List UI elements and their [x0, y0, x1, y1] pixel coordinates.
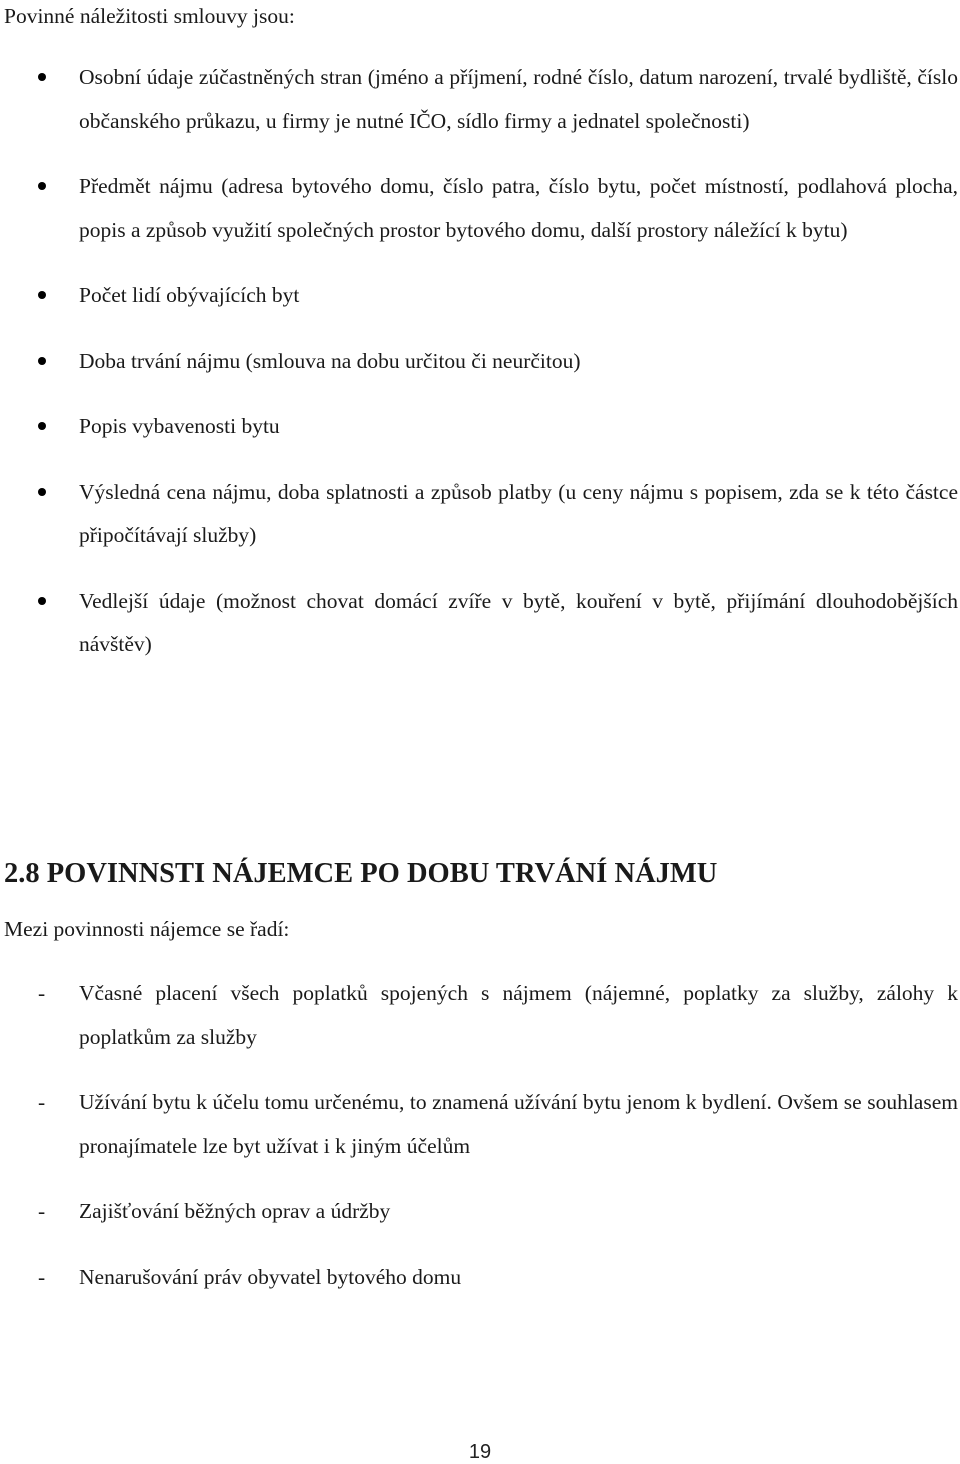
list-item-text: Počet lidí obývajících byt	[79, 283, 300, 307]
list-item-text: Nenarušování práv obyvatel bytového domu	[79, 1264, 462, 1289]
dash-marker: -	[38, 1264, 46, 1289]
list-item	[0, 471, 960, 558]
list-item-text: Doba trvání nájmu (smlouva na dobu určitou či neurčitou)	[79, 348, 581, 373]
list-item	[0, 56, 960, 143]
bullet-icon	[38, 291, 46, 299]
bullet-icon	[38, 182, 46, 190]
list-item-text: Osobní údaje zúčastněných stran (jméno a příjmení, rodné číslo, datum narození, trvalé bydliště, číslo občanského průkazu, u firmy je nutné IČO, sídlo firmy a jednatel společnosti)	[79, 65, 958, 133]
section-heading: 2.8 POVINNSTI NÁJEMCE PO DOBU TRVÁNÍ NÁJMU	[4, 858, 718, 889]
dash-marker: -	[38, 1199, 46, 1223]
obligations-list	[0, 972, 960, 1321]
list-item	[0, 405, 960, 449]
dash-marker: -	[38, 1090, 46, 1114]
list-item-text: Vedlejší údaje (možnost chovat domácí zvíře v bytě, kouření v bytě, přijímání dlouhodobějších návštěv)	[79, 588, 958, 656]
list-item-text: Zajišťování běžných oprav a údržby	[79, 1199, 391, 1223]
list-item-text: Předmět nájmu (adresa bytového domu, číslo patra, číslo bytu, počet místností, podlahová plocha, popis a způsob využití společných prostor bytového domu, další prostory náležící k bytu)	[79, 174, 958, 242]
list-item-text: Popis vybavenosti bytu	[79, 414, 280, 438]
bullet-icon	[38, 597, 46, 605]
bullet-icon	[38, 488, 46, 496]
list-item	[0, 1256, 960, 1300]
bullet-icon	[38, 422, 46, 430]
list-item-text: Výsledná cena nájmu, doba splatnosti a způsob platby (u ceny nájmu s popisem, zda se k této částce připočítávají služby)	[79, 479, 958, 547]
requirements-list	[0, 56, 960, 689]
list-item	[0, 1190, 960, 1234]
dash-marker: -	[38, 981, 46, 1005]
list-item-text: Včasné placení všech poplatků spojených s nájmem (nájemné, poplatky za služby, zálohy k poplatkům za služby	[79, 981, 958, 1049]
list-item	[0, 165, 960, 252]
section-intro: Mezi povinnosti nájemce se řadí:	[4, 917, 290, 941]
bullet-icon	[38, 357, 46, 365]
list-item-text: Užívání bytu k účelu tomu určenému, to znamená užívání bytu jenom k bydlení. Ovšem se souhlasem pronajímatele lze byt užívat i k jiným účelům	[79, 1090, 958, 1158]
page-number: 19	[468, 1441, 492, 1463]
list-item	[0, 972, 960, 1059]
bullet-icon	[38, 73, 46, 81]
list-item	[0, 580, 960, 667]
list-item	[0, 340, 960, 384]
list-item	[0, 274, 960, 318]
intro-text: Povinné náležitosti smlouvy jsou:	[4, 4, 295, 28]
list-item	[0, 1081, 960, 1168]
